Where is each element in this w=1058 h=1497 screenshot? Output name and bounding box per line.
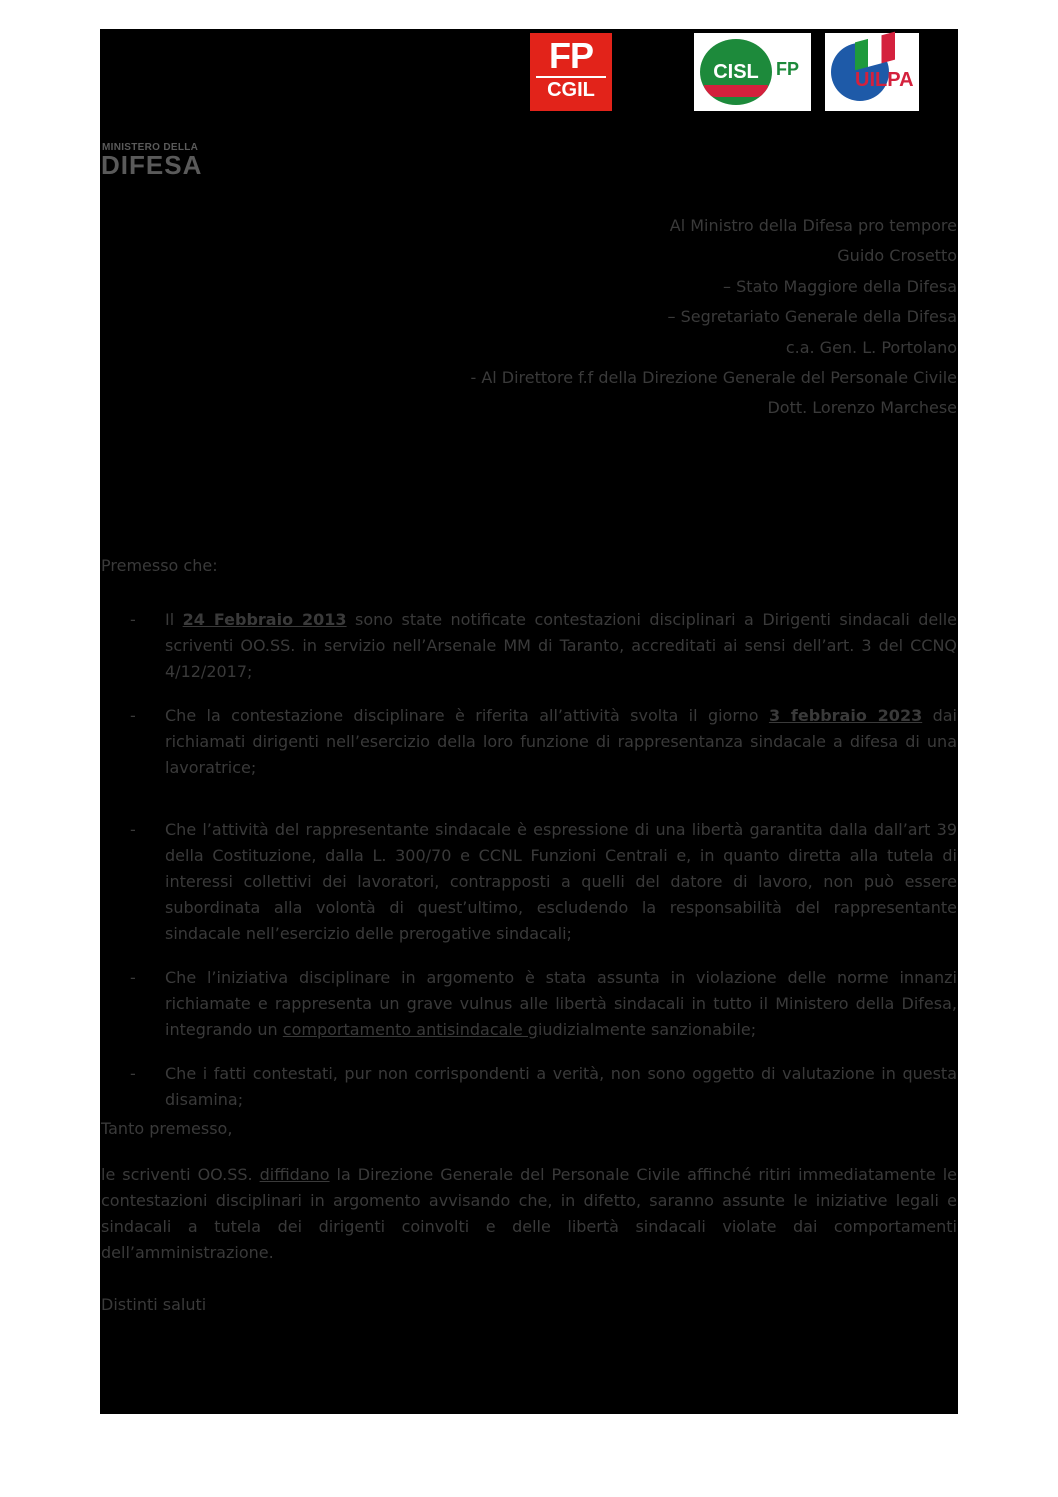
premises-list — [100, 607, 957, 1113]
dash-bullet: - — [130, 610, 136, 629]
recipient-line: Dott. Lorenzo Marchese — [767, 398, 957, 418]
list-item: - Che la contestazione disciplinare è riferita all’attività svolta il giorno 3 febbraio 2023 dai richiamati dirigenti nell’esercizio della loro funzione di rappresentanza sindacale a difesa di una lavoratrice; — [100, 703, 957, 781]
underlined-phrase: comportamento antisindacale g — [282, 1020, 538, 1039]
dash-bullet: - — [130, 1064, 136, 1083]
fp-cgil-logo-bar — [536, 76, 606, 78]
letter-page — [100, 29, 958, 1414]
cisl-fp-logo — [694, 33, 811, 111]
ministero-label: MINISTERO DELLA — [102, 142, 199, 153]
recipient-line: Guido Crosetto — [837, 246, 957, 266]
difesa-label: DIFESA — [101, 150, 203, 180]
recipient-line: – Segretariato Generale della Difesa — [667, 307, 957, 327]
premesso-heading: Premesso che: — [101, 556, 218, 575]
list-item: - Che i fatti contestati, pur non corrispondenti a verità, non sono oggetto di valutazione in questa disamina; — [100, 1061, 957, 1113]
list-item: - Che l’iniziativa disciplinare in argomento è stata assunta in violazione delle norme innanzi richiamate e rappresenta un grave vulnus alle libertà sindacali in tutto il Ministero della Difesa, integrando un comportamento antisindacale giudizialmente sanzionabile; — [100, 965, 957, 1043]
cisl-logo-fp: FP — [776, 59, 800, 79]
list-item: - Il 24 Febbraio 2013 sono state notificate contestazioni disciplinari a Dirigenti sindacali delle scriventi OO.SS. in servizio nell’Arsenale MM di Taranto, accreditati ai sensi dell’art. 3 del CCNQ 4/12/2017; — [100, 607, 957, 685]
cisl-logo-text: CISL — [713, 61, 759, 83]
recipient-line: Al Ministro della Difesa pro tempore — [669, 216, 957, 235]
uilpa-logo-text: UILPA — [855, 69, 914, 91]
recipient-line: – Stato Maggiore della Difesa — [723, 276, 957, 296]
uilpa-logo — [825, 33, 919, 111]
tanto-premesso: Tanto premesso, — [101, 1119, 233, 1138]
dash-bullet: - — [130, 706, 136, 725]
uilpa-flag-icon — [855, 32, 895, 71]
diffida-paragraph: le scriventi OO.SS. diffidano la Direzione Generale del Personale Civile affinché ritiri immediatamente le contestazioni disciplinari in argomento avvisando che, in difetto, saranno assunte le iniziative legali e sindacali a tutela dei dirigenti coinvolti e delle libertà sindacali violate dai comportamenti dell’amministrazione. — [101, 1165, 957, 1262]
recipients-block — [470, 211, 957, 424]
date-highlight: 3 febbraio 2023 — [768, 706, 923, 725]
recipient-line: - Al Direttore f.f della Direzione Generale del Personale Civile — [470, 368, 957, 388]
cisl-logo-red-band — [704, 85, 768, 97]
closing-salutation: Distinti saluti — [101, 1295, 207, 1314]
cisl-logo-circle — [700, 39, 772, 105]
fp-cgil-logo-fp: FP — [548, 35, 593, 76]
fp-cgil-logo — [530, 33, 612, 111]
dash-bullet: - — [130, 820, 136, 839]
diffidano-word: diffidano — [259, 1165, 330, 1184]
recipient-line: c.a. Gen. L. Portolano — [785, 337, 957, 357]
dash-bullet: - — [130, 968, 136, 987]
date-highlight: 24 Febbraio 2013 — [182, 610, 347, 629]
list-item: - Che l’attività del rappresentante sindacale è espressione di una libertà garantita dalla dall’art 39 della Costituzione, dalla L. 300/70 e CCNL Funzioni Centrali e, in quanto diretta alla tutela di interessi collettivi dei lavoratori, contrapposti a quelli del datore di lavoro, non può essere subordinata alla volontà di quest’ultimo, escludendo la responsabilità del rappresentante sindacale nell’esercizio delle prerogative sindacali; — [100, 817, 957, 947]
fp-cgil-logo-cgil: CGIL — [547, 79, 595, 101]
